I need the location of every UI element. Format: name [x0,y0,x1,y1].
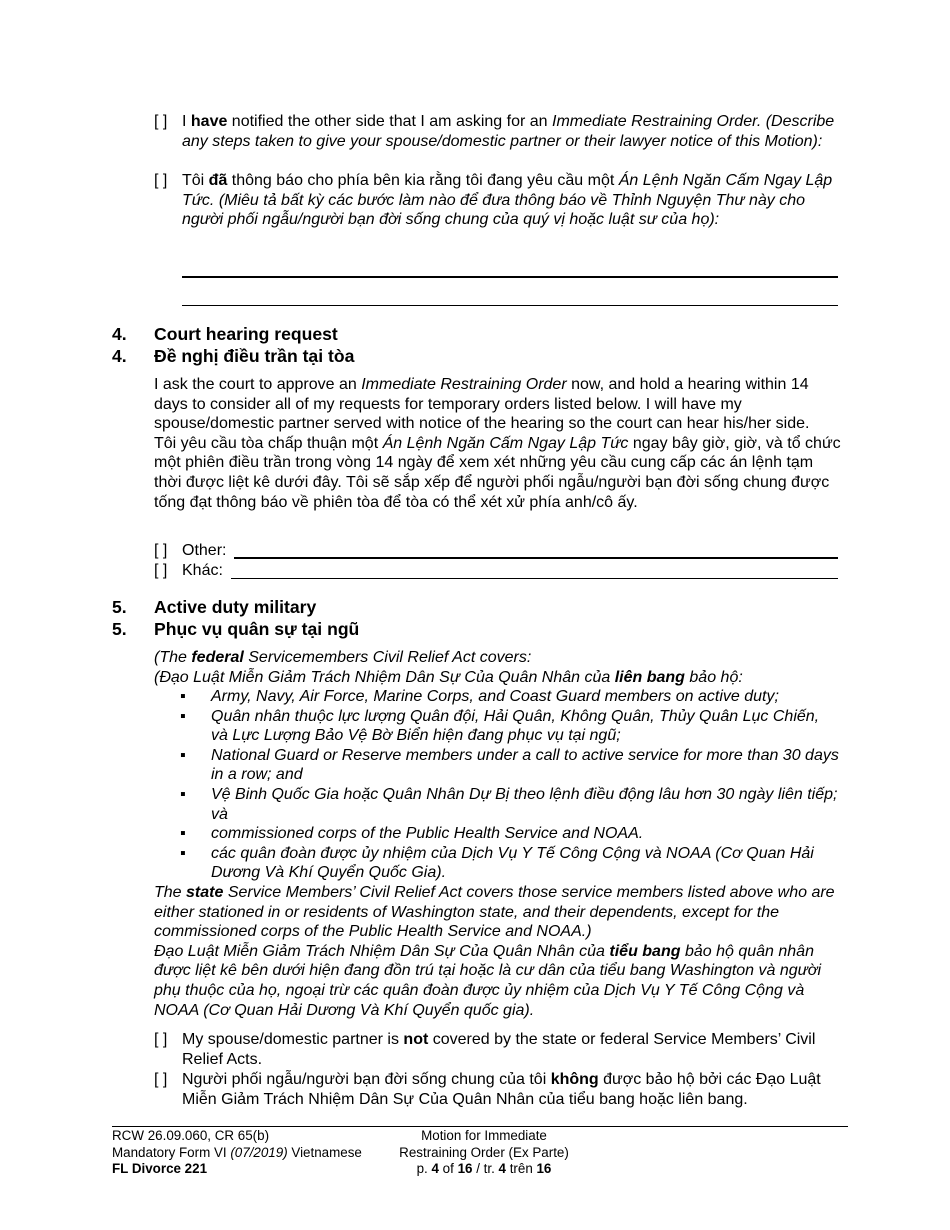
covered-members-list [180,687,840,883]
footer-rule [112,1126,848,1127]
footer-title-2: Restraining Order (Ex Parte) [399,1144,569,1160]
fill-in-line[interactable] [182,276,838,278]
footer-left [112,1128,412,1178]
not-covered-checkbox-en[interactable] [154,1030,844,1069]
footer-form-id: FL Divorce 221 [112,1161,208,1176]
fill-in-line[interactable] [182,305,838,306]
checkbox[interactable]: [ ] [154,542,168,559]
other-label-vi: Khác: [182,562,223,579]
not-covered-text-vi: Người phối ngẫu/người bạn đời sống chung của tôi không được bảo hộ bởi các Đạo Luật Miễn Giảm Trách Nhiệm Dân Sự Của Quân Nhân của tiểu bang hoặc liên bang. [182,1071,821,1108]
checkbox[interactable]: [ ] [154,562,168,579]
scra-intro-en: (The federal Servicemembers Civil Relief Act covers: [154,649,532,666]
section-4-body [154,375,842,512]
not-covered-checkbox-vi[interactable] [154,1070,844,1109]
checkbox[interactable]: [ ] [154,1031,168,1048]
section-5-heading-en: 5. Active duty military [112,597,317,617]
list-item: ▪ National Guard or Reserve members under a call to active service for more than 30 days in a row; and [180,746,840,785]
list-item: ▪ commissioned corps of the Public Health Service and NOAA. [180,824,840,844]
other-fill-line-en[interactable] [234,557,838,559]
page-number: p. 4 of 16 / tr. 4 trên 16 [416,1161,552,1176]
scra-intro-vi: (Đạo Luật Miễn Giảm Trách Nhiệm Dân Sự Của Quân Nhân của liên bang bảo hộ: [154,668,743,686]
notice-text-vi: Tôi đã thông báo cho phía bên kia rằng tôi đang yêu cầu một Án Lệnh Ngăn Cấm Ngay Lập Tức. (Miêu tả bất kỳ các bước làm nào để đưa thông báo về Thỉnh Nguyện Thư này cho người phối ngẫu/người bạn đời sống chung của quý vị hoặc luật sư của họ): [182,172,833,229]
list-item: ▪ các quân đoàn được ủy nhiệm của Dịch Vụ Y Tế Công Cộng và NOAA (Cơ Quan Hải Dương Và Khí Quyển Quốc Gia). [180,844,840,883]
footer-form: Mandatory Form VI (07/2019) Vietnamese [112,1144,362,1160]
section-4-text-en: I ask the court to approve an Immediate Restraining Order now, and hold a hearing within 14 days to consider all of my requests for temporary orders listed below. I will have my spouse/domestic partner served with notice of the hearing so the court can hear his/her side. [154,376,810,433]
other-label-en: Other: [182,542,227,559]
notice-checkbox-vi[interactable] [154,171,834,230]
other-fill-line-vi[interactable] [231,578,838,579]
notice-text-en: I have notified the other side that I am asking for an Immediate Restraining Order. (Describe any steps taken to give your spouse/domestic partner or their lawyer notice of this Motion): [182,113,835,150]
footer-title-1: Motion for Immediate [421,1128,547,1143]
checkbox[interactable]: [ ] [154,113,168,130]
checkbox[interactable]: [ ] [154,1071,168,1088]
list-item: ▪ Quân nhân thuộc lực lượng Quân đội, Hải Quân, Không Quân, Thủy Quân Lục Chiến, và Lực Lượng Bảo Vệ Bờ Biển hiện đang phục vụ tại ngũ; [180,707,840,746]
state-act-text [154,883,844,1020]
state-act-text-en: The state Service Members’ Civil Relief Act covers those service members listed above who are either stationed in or residents of Washington state, and their dependents, except for the commissioned corps of the Public Health Service and NOAA.) [154,884,835,941]
list-item: ▪ Army, Navy, Air Force, Marine Corps, and Coast Guard members on active duty; [180,687,840,707]
list-item: ▪ Vệ Binh Quốc Gia hoặc Quân Nhân Dự Bị theo lệnh điều động lâu hơn 30 ngày liên tiếp; và [180,785,840,824]
section-4-heading-vi: 4. Đề nghị điều trần tại tòa [112,346,355,366]
scra-intro [154,648,844,687]
section-5-heading-vi: 5. Phục vụ quân sự tại ngũ [112,619,360,639]
footer-center [384,1128,584,1178]
checkbox[interactable]: [ ] [154,172,168,189]
not-covered-text-en: My spouse/domestic partner is not covered by the state or federal Service Members’ Civil Relief Acts. [182,1031,816,1068]
notice-checkbox-en[interactable] [154,112,844,151]
state-act-text-vi: Đạo Luật Miễn Giảm Trách Nhiệm Dân Sự Của Quân Nhân của tiểu bang bảo hộ quân nhân được liệt kê bên dưới hiện đang đồn trú tại hoặc là cư dân của tiểu bang Washington và người phụ thuộc của họ, ngoại trừ các quân đoàn được ủy nhiệm của Dịch Vụ Y Tế Công Cộng và NOAA (Cơ Quan Hải Dương Và Khí Quyển quốc gia). [154,942,822,1019]
footer-rcw: RCW 26.09.060, CR 65(b) [112,1128,270,1143]
section-4-heading-en: 4. Court hearing request [112,324,338,344]
section-4-text-vi: Tôi yêu cầu tòa chấp thuận một Án Lệnh Ngăn Cấm Ngay Lập Tức ngay bây giờ, giờ, và tổ chức một phiên điều trần trong vòng 14 ngày để xem xét những yêu cầu cung cấp các án lệnh tạm thời được liệt kê dưới đây. Tôi sẽ sắp xếp để người phối ngẫu/người bạn đời sống chung được tống đạt thông báo về phiên tòa để tòa có thể xét xử phía anh/cô ấy. [154,434,841,511]
